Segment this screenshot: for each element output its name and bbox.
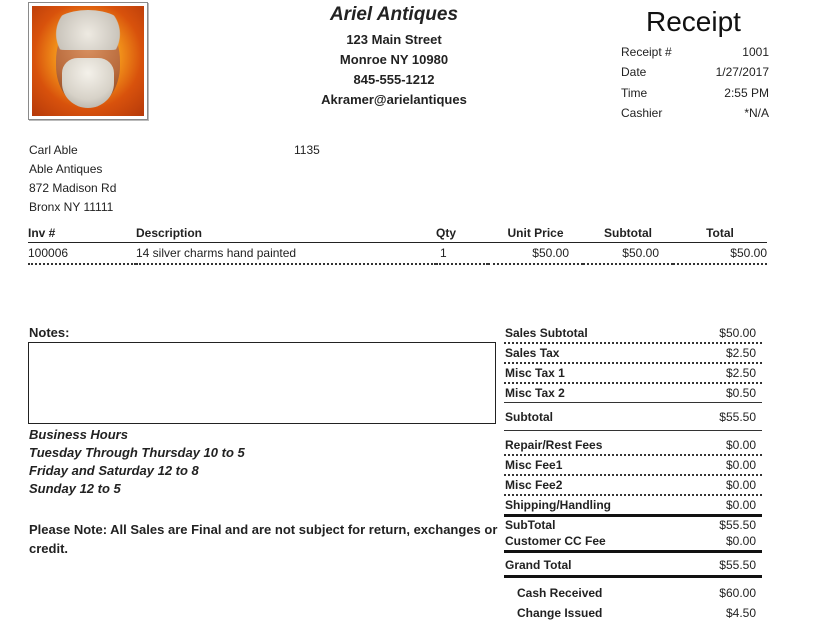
business-hours-title: Business Hours	[29, 427, 128, 442]
total-label: Change Issued	[517, 606, 603, 620]
meta-label: Receipt #	[621, 45, 672, 59]
meta-label: Date	[621, 65, 647, 79]
receipt-number-row	[621, 45, 769, 65]
notes-label: Notes:	[29, 325, 70, 340]
total-row-sales-tax	[504, 344, 762, 364]
col-header-qty: Qty	[436, 224, 488, 243]
notes-box	[28, 342, 496, 424]
company-phone: 845-555-1212	[353, 72, 435, 87]
customer-company: Able Antiques	[29, 162, 103, 176]
total-row-shipping	[504, 496, 762, 517]
total-label: Misc Fee1	[505, 458, 563, 472]
receipt-date-row	[621, 65, 769, 85]
cell-total: $50.00	[673, 243, 767, 265]
items-header-row	[28, 224, 767, 243]
total-label: Subtotal	[505, 410, 553, 424]
total-value: $55.50	[719, 410, 756, 424]
company-email: Akramer@arielantiques	[321, 92, 467, 107]
total-row-misc-fee-2	[504, 476, 762, 496]
total-row-sales-subtotal	[504, 324, 762, 344]
customer-id: 1135	[294, 143, 320, 157]
total-value: $55.50	[719, 518, 756, 532]
total-value: $4.50	[725, 606, 756, 620]
logo-image	[32, 6, 144, 116]
total-label: Misc Tax 1	[505, 366, 565, 380]
total-label: Misc Tax 2	[505, 386, 565, 400]
business-hours-line: Sunday 12 to 5	[29, 481, 121, 496]
total-row-repair-fees	[504, 436, 762, 456]
company-address: 123 Main Street	[346, 32, 442, 47]
receipt-title: Receipt	[646, 6, 741, 37]
total-label: SubTotal	[505, 518, 556, 532]
total-row-subtotal	[504, 408, 762, 431]
col-header-inv: Inv #	[28, 224, 136, 243]
meta-label: Time	[621, 86, 648, 100]
total-row-cc-fee	[504, 532, 762, 553]
cell-unit-price: $50.00	[488, 243, 583, 265]
total-row-misc-tax-2	[504, 384, 762, 403]
cell-qty: 1	[436, 243, 488, 265]
total-label: Grand Total	[505, 558, 572, 572]
total-row-misc-fee-1	[504, 456, 762, 476]
business-hours-line: Friday and Saturday 12 to 8	[29, 463, 199, 478]
col-header-subtotal: Subtotal	[583, 224, 673, 243]
cell-subtotal: $50.00	[583, 243, 673, 265]
total-label: Shipping/Handling	[505, 498, 611, 512]
meta-value: 2:55 PM	[724, 86, 769, 100]
total-value: $2.50	[725, 366, 756, 380]
customer-name: Carl Able	[29, 143, 78, 157]
business-hours-line: Tuesday Through Thursday 10 to 5	[29, 445, 245, 460]
company-city: Monroe NY 10980	[339, 52, 449, 67]
cell-inv: 100006	[28, 243, 136, 265]
col-header-description: Description	[136, 224, 436, 243]
items-table	[28, 224, 767, 265]
total-label: Sales Subtotal	[505, 326, 588, 340]
logo-hair	[50, 10, 126, 50]
col-header-unit-price: Unit Price	[488, 224, 583, 243]
total-label: Repair/Rest Fees	[505, 438, 603, 452]
total-label: Cash Received	[517, 586, 603, 600]
total-value: $0.00	[725, 458, 756, 472]
cell-description: 14 silver charms hand painted	[136, 243, 436, 265]
receipt-time-row	[621, 86, 769, 106]
business-hours	[29, 426, 245, 498]
total-value: $50.00	[719, 326, 756, 340]
total-row-subtotal-2	[504, 516, 762, 532]
meta-value: 1/27/2017	[715, 65, 769, 79]
logo-beard	[62, 58, 114, 108]
total-label: Sales Tax	[505, 346, 560, 360]
total-row-change-issued	[504, 604, 762, 622]
company-logo	[28, 2, 148, 120]
total-value: $0.00	[725, 498, 756, 512]
total-row-grand-total	[504, 556, 762, 578]
total-value: $0.50	[725, 386, 756, 400]
company-name: Ariel Antiques	[329, 4, 459, 25]
meta-value: *N/A	[744, 106, 769, 120]
total-value: $60.00	[719, 586, 756, 600]
total-label: Customer CC Fee	[505, 534, 606, 548]
total-value: $0.00	[725, 438, 756, 452]
please-note: Please Note: All Sales are Final and are not subject for return, exchanges or credit.	[29, 522, 498, 556]
company-header	[300, 4, 488, 110]
total-label: Misc Fee2	[505, 478, 563, 492]
total-value: $2.50	[725, 346, 756, 360]
total-row-cash-received	[504, 584, 762, 602]
receipt-cashier-row	[621, 106, 769, 126]
total-value: $0.00	[725, 478, 756, 492]
col-header-total: Total	[673, 224, 767, 243]
table-row	[28, 243, 767, 265]
customer-street: 872 Madison Rd	[29, 181, 117, 195]
total-row-misc-tax-1	[504, 364, 762, 384]
customer-city: Bronx NY 11111	[29, 200, 114, 214]
meta-label: Cashier	[621, 106, 663, 120]
total-value: $55.50	[719, 558, 756, 572]
total-value: $0.00	[725, 534, 756, 548]
meta-value: 1001	[742, 45, 769, 59]
